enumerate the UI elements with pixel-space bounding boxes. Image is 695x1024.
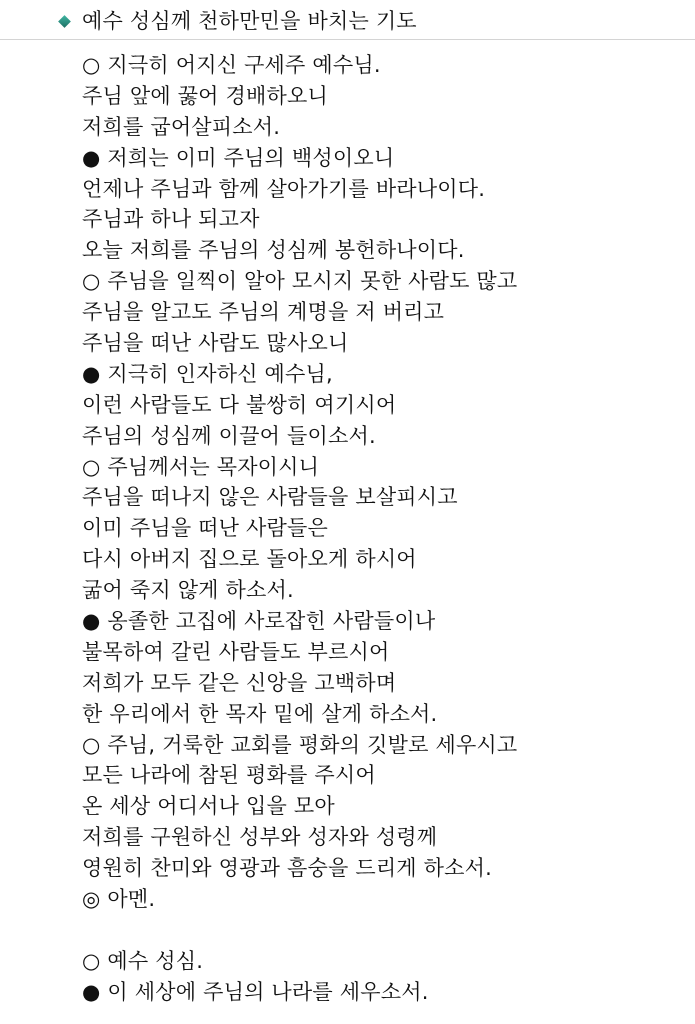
title-bar [0, 0, 695, 40]
prayer-line: 불목하여 갈린 사람들도 부르시어 [82, 639, 390, 664]
prayer-line: 다시 아버지 집으로 돌아오게 하시어 [82, 547, 417, 572]
prayer-line: ● 옹졸한 고집에 사로잡힌 사람들이나 [82, 609, 436, 634]
prayer-line: 주님과 하나 되고자 [82, 207, 260, 232]
prayer-line: 굶어 죽지 않게 하소서. [82, 578, 294, 603]
prayer-line: ● 저희는 이미 주님의 백성이오니 [82, 145, 395, 170]
prayer-line: ● 지극히 인자하신 예수님, [82, 361, 333, 386]
diamond-bullet-icon [58, 15, 71, 28]
prayer-line: ○ 주님을 일찍이 알아 모시지 못한 사람도 많고 [82, 269, 518, 294]
prayer-line: 모든 나라에 참된 평화를 주시어 [82, 763, 376, 788]
prayer-line: 주님을 떠나지 않은 사람들을 보살피시고 [82, 485, 458, 510]
prayer-line: 한 우리에서 한 목자 밑에 살게 하소서. [82, 701, 438, 726]
blank-line [82, 915, 682, 946]
prayer-text [82, 50, 682, 1008]
prayer-line: 영원히 찬미와 영광과 흠숭을 드리게 하소서. [82, 856, 492, 881]
prayer-line: ○ 지극히 어지신 구세주 예수님. [82, 53, 381, 77]
prayer-line: 주님의 성심께 이끌어 들이소서. [82, 423, 376, 448]
prayer-line: ◎ 아멘. [82, 887, 156, 912]
prayer-line: 저희를 구원하신 성부와 성자와 성령께 [82, 825, 438, 850]
prayer-line: 이미 주님을 떠난 사람들은 [82, 516, 328, 541]
prayer-line: 언제나 주님과 함께 살아가기를 바라나이다. [82, 176, 486, 201]
prayer-line: 온 세상 어디서나 입을 모아 [82, 794, 335, 819]
prayer-line: ○ 예수 성심. [82, 948, 204, 973]
prayer-line: 오늘 저희를 주님의 성심께 봉헌하나이다. [82, 238, 465, 263]
prayer-line: 이런 사람들도 다 불쌍히 여기시어 [82, 392, 397, 417]
prayer-line: 저희가 모두 같은 신앙을 고백하며 [82, 670, 397, 695]
prayer-line: ● 이 세상에 주님의 나라를 세우소서. [82, 979, 429, 1004]
prayer-line: 주님을 알고도 주님의 계명을 저 버리고 [82, 300, 445, 325]
prayer-line: 주님 앞에 꿇어 경배하오니 [82, 83, 328, 108]
prayer-line: 저희를 굽어살피소서. [82, 114, 281, 139]
prayer-line: ○ 주님께서는 목자이시니 [82, 454, 320, 479]
page-title: 예수 성심께 천하만민을 바치는 기도 [82, 9, 417, 33]
prayer-line: 주님을 떠난 사람도 많사오니 [82, 331, 349, 356]
prayer-line: ○ 주님, 거룩한 교회를 평화의 깃발로 세우시고 [82, 732, 518, 757]
